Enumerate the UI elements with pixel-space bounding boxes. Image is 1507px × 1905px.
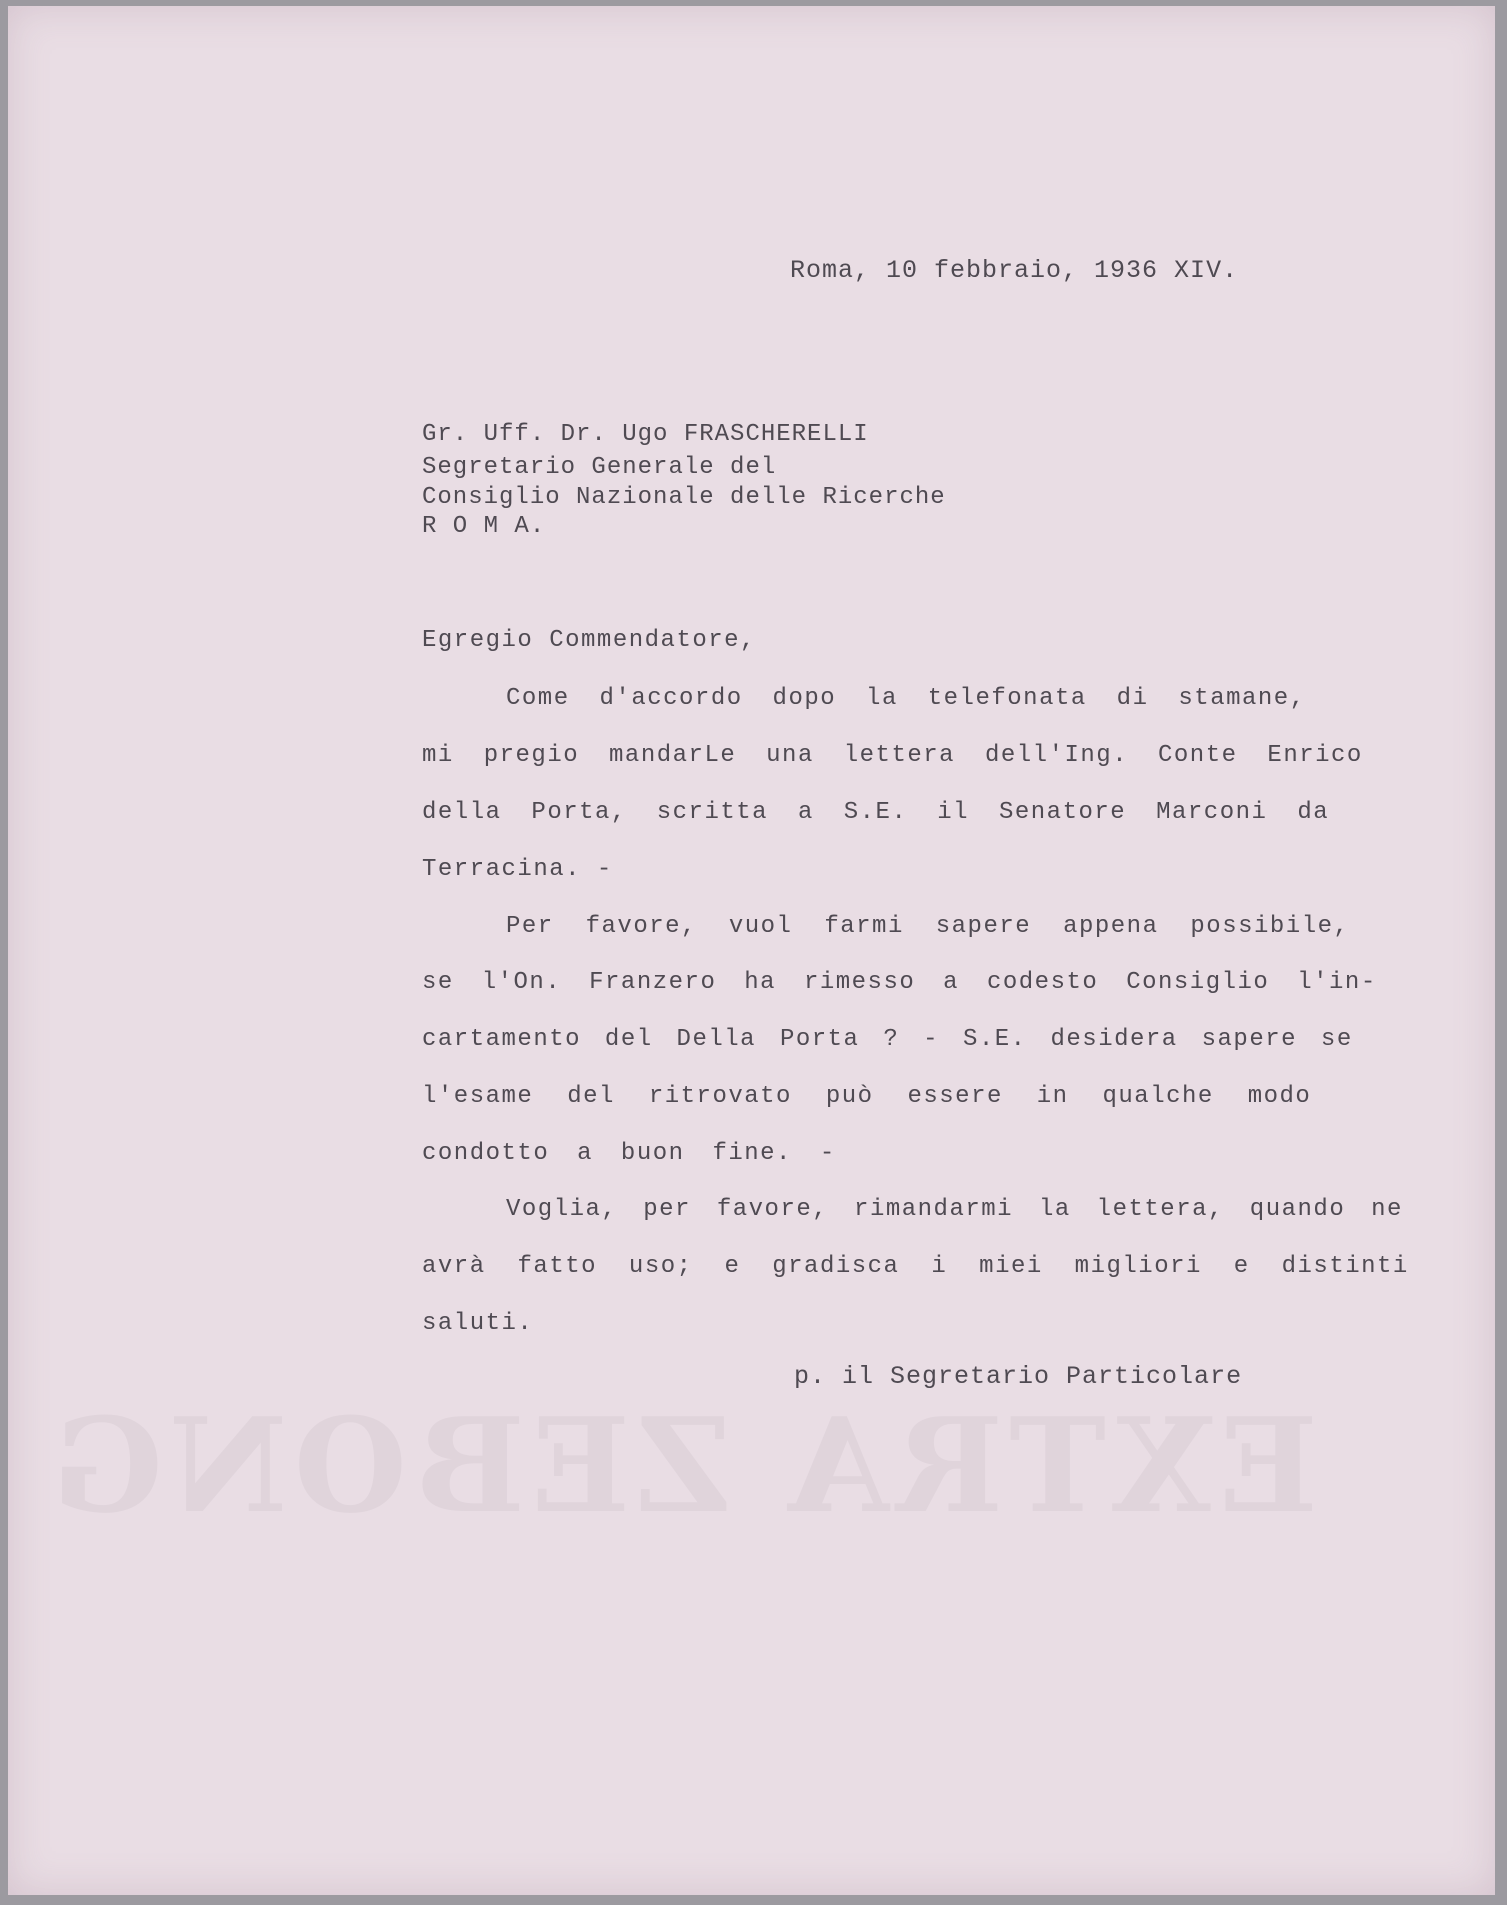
body-line-11: avrà fatto uso; e gradisca i miei migliori e distinti	[422, 1253, 1409, 1280]
body-line-8: l'esame del ritrovato può essere in qualche modo	[422, 1083, 1312, 1110]
letter-date: Roma, 10 febbraio, 1936 XIV.	[790, 256, 1239, 285]
body-line-2: mi pregio mandarLe una lettera dell'Ing. Conte Enrico	[422, 742, 1363, 769]
body-line-12: saluti.	[422, 1310, 534, 1337]
recipient-line-3: Consiglio Nazionale delle Ricerche	[422, 484, 946, 511]
body-line-7: cartamento del Della Porta ? - S.E. desidera sapere se	[422, 1026, 1353, 1053]
letter-sheet	[8, 6, 1495, 1895]
salutation: Egregio Commendatore,	[422, 627, 756, 654]
bleed-through-letterhead: EXTRA ZEBONG	[45, 1389, 1318, 1542]
body-line-6: se l'On. Franzero ha rimesso a codesto Consiglio l'in-	[422, 969, 1377, 996]
recipient-line-4: R O M A.	[422, 513, 546, 540]
body-line-5: Per favore, vuol farmi sapere appena possibile,	[506, 913, 1350, 940]
signoff: p. il Segretario Particolare	[794, 1362, 1243, 1391]
body-line-3: della Porta, scritta a S.E. il Senatore Marconi da	[422, 799, 1330, 826]
body-line-10: Voglia, per favore, rimandarmi la lettera, quando ne	[506, 1196, 1403, 1223]
recipient-line-2: Segretario Generale del	[422, 454, 777, 481]
body-line-1: Come d'accordo dopo la telefonata di stamane,	[506, 685, 1306, 712]
recipient-line-1: Gr. Uff. Dr. Ugo FRASCHERELLI	[422, 421, 869, 448]
body-line-9: condotto a buon fine. -	[422, 1140, 836, 1167]
body-line-4: Terracina. -	[422, 856, 613, 883]
